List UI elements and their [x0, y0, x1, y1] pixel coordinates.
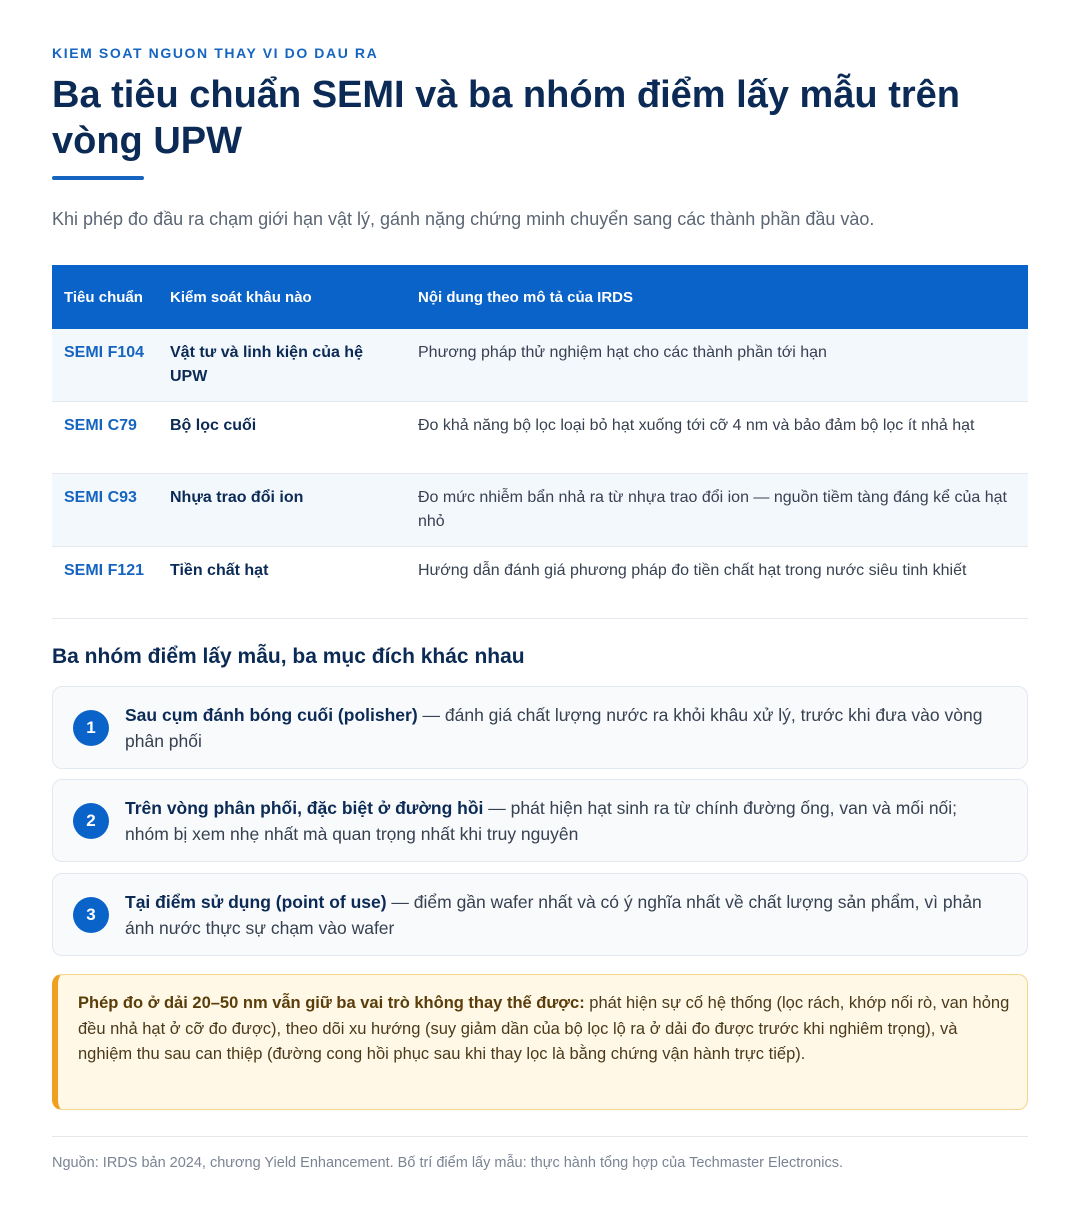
table-header-row — [52, 265, 1028, 329]
column-header-standard: Tiêu chuẩn — [52, 265, 158, 329]
step-number-badge: 3 — [73, 897, 109, 933]
standard-code: SEMI C79 — [52, 402, 158, 474]
standard-description: Hướng dẫn đánh giá phương pháp đo tiền chất hạt trong nước siêu tinh khiết — [406, 547, 1028, 619]
sampling-point-description: — đánh giá chất lượng nước ra khỏi khâu xử lý, trước khi đưa vào vòng phân phối — [125, 705, 983, 751]
sampling-point-description: — phát hiện hạt sinh ra từ chính đường ống, van và mối nối; nhóm bị xem nhẹ nhất mà quan trọng nhất khi truy nguyên — [125, 798, 958, 844]
callout-body: phát hiện sự cố hệ thống (lọc rách, khớp nối rò, van hỏng đều nhả hạt ở cỡ đo được), theo dõi xu hướng (suy giảm dần của bộ lọc lộ ra ở dải đo được trước khi nghiêm trọng), và nghiệm thu sau can thiệp (đường cong hồi phục sau khi thay lọc là bằng chứng vận hành trực tiếp). — [78, 994, 1010, 1063]
standard-description: Đo khả năng bộ lọc loại bỏ hạt xuống tới cỡ 4 nm và bảo đảm bộ lọc ít nhả hạt — [406, 402, 1028, 474]
sampling-point-title: Trên vòng phân phối, đặc biệt ở đường hồi — [125, 798, 484, 818]
column-header-stage: Kiểm soát khâu nào — [158, 265, 406, 329]
sampling-point-text — [125, 702, 1005, 754]
standard-code: SEMI F104 — [52, 329, 158, 402]
callout-text — [78, 991, 1013, 1068]
sampling-point-title: Sau cụm đánh bóng cuối (polisher) — [125, 705, 418, 725]
sampling-section-heading: Ba nhóm điểm lấy mẫu, ba mục đích khác nhau — [52, 645, 525, 668]
callout-lead: Phép đo ở dải 20–50 nm vẫn giữ ba vai trò không thay thế được: — [78, 994, 585, 1012]
standard-description: Phương pháp thử nghiệm hạt cho các thành phần tới hạn — [406, 329, 1028, 402]
step-number-badge: 1 — [73, 710, 109, 746]
sampling-point-text — [125, 795, 1005, 847]
page-subtitle: Khi phép đo đầu ra chạm giới hạn vật lý, gánh nặng chứng minh chuyển sang các thành phần đầu vào. — [52, 209, 875, 229]
table-row — [52, 402, 1028, 474]
table-row — [52, 329, 1028, 402]
control-stage: Nhựa trao đổi ion — [158, 474, 406, 547]
sampling-point-card — [52, 779, 1028, 862]
source-note: Nguồn: IRDS bản 2024, chương Yield Enhancement. Bố trí điểm lấy mẫu: thực hành tổng hợp của Techmaster Electronics. — [52, 1155, 843, 1171]
column-header-description: Nội dung theo mô tả của IRDS — [406, 265, 1028, 329]
footer-divider — [52, 1136, 1028, 1137]
table-row — [52, 474, 1028, 547]
page-title: Ba tiêu chuẩn SEMI và ba nhóm điểm lấy mẫu trên vòng UPW — [52, 74, 960, 162]
sampling-point-description: — điểm gần wafer nhất và có ý nghĩa nhất về chất lượng sản phẩm, vì phản ánh nước thực sự chạm vào wafer — [125, 892, 982, 938]
standards-table — [52, 265, 1028, 619]
standard-code: SEMI C93 — [52, 474, 158, 547]
eyebrow-label: KIEM SOAT NGUON THAY VI DO DAU RA — [52, 45, 379, 61]
sampling-point-title: Tại điểm sử dụng (point of use) — [125, 892, 387, 912]
table-row — [52, 547, 1028, 619]
title-underline — [52, 176, 144, 180]
control-stage: Vật tư và linh kiện của hệ UPW — [158, 329, 406, 402]
control-stage: Bộ lọc cuối — [158, 402, 406, 474]
standard-code: SEMI F121 — [52, 547, 158, 619]
control-stage: Tiền chất hạt — [158, 547, 406, 619]
sampling-point-card — [52, 686, 1028, 769]
sampling-point-text — [125, 889, 1005, 941]
step-number-badge: 2 — [73, 803, 109, 839]
standard-description: Đo mức nhiễm bẩn nhả ra từ nhựa trao đổi ion — nguồn tiềm tàng đáng kể của hạt nhỏ — [406, 474, 1028, 547]
callout-note — [52, 974, 1028, 1110]
sampling-point-card — [52, 873, 1028, 956]
